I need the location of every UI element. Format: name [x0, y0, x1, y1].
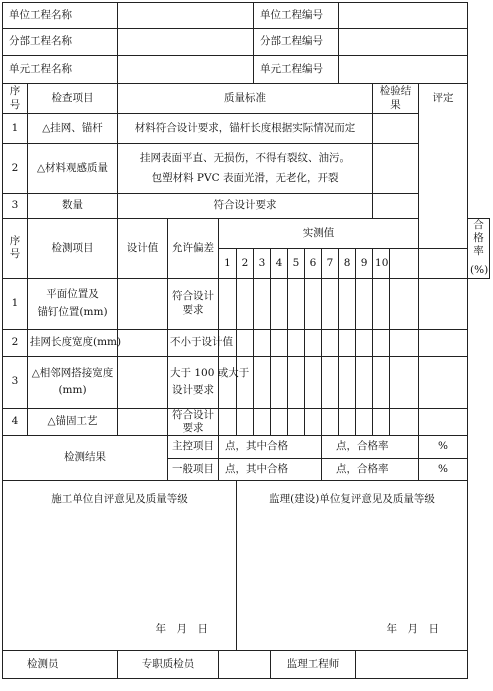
unit-project-name-label: 单位工程名称 [3, 3, 118, 29]
measure-cell[interactable] [237, 356, 254, 408]
measure-cell[interactable] [356, 356, 373, 408]
measure-cell[interactable] [254, 278, 271, 329]
measure-cell[interactable] [237, 278, 254, 329]
measure-cell[interactable] [356, 408, 373, 435]
measure-col-8: 8 [339, 249, 356, 278]
check-row-2 [3, 144, 490, 194]
check-row-3 [3, 194, 490, 219]
measure-cell[interactable] [373, 329, 390, 356]
measure-row-3 [3, 356, 490, 408]
measure-col-4: 4 [271, 249, 288, 278]
measure-cell[interactable] [390, 408, 419, 435]
measure-row-item: △锚固工艺 [28, 408, 118, 435]
measure-cell[interactable] [356, 278, 373, 329]
element-project-no-value[interactable] [339, 56, 468, 84]
measure-design-header: 设计值 [118, 219, 168, 279]
measure-cell[interactable] [373, 278, 390, 329]
measured-values-header: 实测值 [219, 219, 419, 249]
result-main-label: 主控项目 [168, 435, 219, 458]
measure-row-pass-rate[interactable] [419, 278, 468, 329]
check-row-no: 3 [3, 194, 28, 219]
check-row-result[interactable] [373, 194, 419, 219]
measure-row-item: 挂网长度宽度(mm) [28, 329, 118, 356]
check-result-header: 检验结果 [373, 84, 419, 114]
measure-cell[interactable] [305, 356, 322, 408]
measure-col-extra [390, 249, 419, 278]
result-general-points: 点，其中合格 [219, 458, 322, 480]
measure-row-1 [3, 278, 490, 329]
measure-col-6: 6 [305, 249, 322, 278]
supervisor-engineer-signature[interactable] [356, 650, 468, 678]
opinion-title-row [3, 480, 490, 518]
unit-project-no-label: 单位工程编号 [254, 3, 339, 29]
measure-cell[interactable] [356, 329, 373, 356]
measure-row-item-line: 锚钉位置(mm) [37, 305, 108, 318]
measure-row-no: 3 [3, 356, 28, 408]
check-item-header: 检查项目 [28, 84, 118, 114]
measure-no-header: 序号 [3, 219, 28, 279]
measure-cell[interactable] [305, 329, 322, 356]
measure-row-tolerance: 不小于设计值 [168, 329, 219, 356]
measure-cell[interactable] [271, 408, 288, 435]
measure-row-tolerance: 符合设计要求 [168, 278, 219, 329]
measure-cell[interactable] [390, 356, 419, 408]
unit-project-no-value[interactable] [339, 3, 468, 29]
measure-col-5: 5 [288, 249, 305, 278]
measure-row-pass-rate[interactable] [419, 408, 468, 435]
measure-header-row-1 [3, 219, 490, 249]
measure-col-10: 10 [373, 249, 390, 278]
sub-project-name-label: 分部工程名称 [3, 29, 118, 56]
measure-row-no: 1 [3, 278, 28, 329]
contractor-opinion-title: 施工单位自评意见及质量等级 [3, 480, 237, 518]
measure-row-tolerance-line: 设计要求 [172, 384, 214, 396]
check-row-standard: 符合设计要求 [118, 194, 373, 219]
measure-row-pass-rate[interactable] [419, 329, 468, 356]
measure-row-item [28, 356, 118, 408]
result-main-points: 点，其中合格 [219, 435, 322, 458]
measure-row-tolerance [168, 356, 250, 408]
inspection-form [2, 2, 490, 679]
result-main-pct: % [419, 435, 468, 458]
measure-row-item-line: (mm) [58, 384, 87, 396]
measure-col-7: 7 [322, 249, 339, 278]
result-general-rate: 点，合格率 [322, 458, 419, 480]
measure-cell[interactable] [322, 329, 339, 356]
result-general-pct: % [419, 458, 468, 480]
measure-row-design[interactable] [118, 278, 168, 329]
pass-rate-unit: (%) [470, 264, 489, 277]
check-row-result[interactable] [373, 114, 419, 144]
signature-row [3, 650, 490, 678]
opinion-body-row [3, 518, 490, 650]
inspector-label: 检测员 [3, 650, 118, 678]
element-project-no-label: 单元工程编号 [254, 56, 339, 84]
measure-cell[interactable] [322, 278, 339, 329]
form-table [2, 2, 490, 679]
measure-item-header: 检测项目 [28, 219, 118, 279]
check-row-no: 2 [3, 144, 28, 194]
measure-row-no: 2 [3, 329, 28, 356]
check-row-1 [3, 114, 490, 144]
measure-col-2: 2 [237, 249, 254, 278]
result-general-label: 一般项目 [168, 458, 219, 480]
header-row-1 [3, 3, 490, 29]
measure-col-3: 3 [254, 249, 271, 278]
check-row-result[interactable] [373, 144, 419, 194]
measure-cell[interactable] [288, 356, 305, 408]
supervisor-opinion-title: 监理(建设)单位复评意见及质量等级 [237, 480, 468, 518]
measure-cell[interactable] [305, 278, 322, 329]
sub-project-name-value[interactable] [118, 29, 254, 56]
measure-cell[interactable] [219, 278, 237, 329]
measure-cell[interactable] [254, 408, 271, 435]
measure-cell[interactable] [219, 408, 237, 435]
measure-cell[interactable] [288, 278, 305, 329]
measure-col-1: 1 [219, 249, 237, 278]
check-row-standard: 材料符合设计要求，锚杆长度根据实际情况而定 [118, 114, 373, 144]
check-row-no: 1 [3, 114, 28, 144]
measure-cell[interactable] [373, 356, 390, 408]
measure-row-pass-rate[interactable] [419, 356, 468, 408]
check-row-standard-line: 包塑材料 PVC 表面光滑，无老化，开裂 [151, 171, 339, 184]
result-main-rate: 点，合格率 [322, 435, 419, 458]
measure-row-tolerance: 符合设计要求 [168, 408, 219, 435]
measure-cell[interactable] [339, 408, 356, 435]
quality-inspector-label: 专职质检员 [118, 650, 219, 678]
result-row-main [3, 435, 490, 458]
check-header-row [3, 84, 490, 114]
measure-cell[interactable] [288, 329, 305, 356]
measure-row-item [28, 278, 118, 329]
element-project-name-label: 单元工程名称 [3, 56, 118, 84]
measure-cell[interactable] [339, 356, 356, 408]
element-project-name-value[interactable] [118, 56, 254, 84]
measure-cell[interactable] [339, 329, 356, 356]
measure-row-no: 4 [3, 408, 28, 435]
pass-rate-header [468, 219, 490, 279]
header-row-3 [3, 56, 490, 84]
check-row-item: 数量 [28, 194, 118, 219]
sub-project-no-value[interactable] [339, 29, 468, 56]
measure-cell[interactable] [322, 356, 339, 408]
check-row-standard-line: 挂网表面平直、无损伤，不得有裂纹、油污。 [140, 152, 351, 165]
header-row-2 [3, 29, 490, 56]
measure-row-2 [3, 329, 490, 356]
quality-inspector-signature[interactable] [219, 650, 271, 678]
measure-cell[interactable] [390, 329, 419, 356]
unit-project-name-value[interactable] [118, 3, 254, 29]
measure-cell[interactable] [322, 408, 339, 435]
measure-cell[interactable] [254, 356, 271, 408]
check-row-item: △挂网、锚杆 [28, 114, 118, 144]
measure-cell[interactable] [373, 408, 390, 435]
check-row-standard [118, 144, 373, 194]
measure-cell[interactable] [305, 408, 322, 435]
check-rating-header: 评定 [419, 84, 468, 249]
result-label: 检测结果 [3, 435, 168, 480]
measure-cell[interactable] [339, 278, 356, 329]
measure-row-design[interactable] [118, 329, 168, 356]
measure-row-design[interactable] [118, 356, 168, 408]
measure-row-design[interactable] [118, 408, 168, 435]
measure-row-item-line: △相邻网搭接宽度 [31, 366, 114, 379]
measure-cell[interactable] [237, 408, 254, 435]
measure-col-9: 9 [356, 249, 373, 278]
measure-cell[interactable] [219, 356, 237, 408]
measure-cell[interactable] [271, 356, 288, 408]
measure-row-4 [3, 408, 490, 435]
measure-cell[interactable] [237, 329, 254, 356]
pass-rate-label: 合格率 [473, 219, 484, 258]
measure-row-item-line: 平面位置及 [46, 288, 99, 301]
check-row-item: △材料观感质量 [28, 144, 118, 194]
measure-cell[interactable] [254, 329, 271, 356]
measure-cell[interactable] [271, 329, 288, 356]
measure-cell[interactable] [271, 278, 288, 329]
sub-project-no-label: 分部工程编号 [254, 29, 339, 56]
measure-cell[interactable] [288, 408, 305, 435]
measure-cell[interactable] [390, 278, 419, 329]
supervisor-engineer-label: 监理工程师 [271, 650, 356, 678]
measure-row-tolerance-line: 大于 100 或大于 [170, 366, 250, 379]
check-no-header: 序号 [3, 84, 28, 114]
measure-tolerance-header: 允许偏差 [168, 219, 219, 279]
check-standard-header: 质量标准 [118, 84, 373, 114]
contractor-opinion-date[interactable]: 年 月 日 [3, 518, 237, 650]
supervisor-opinion-date[interactable]: 年 月 日 [237, 518, 468, 650]
